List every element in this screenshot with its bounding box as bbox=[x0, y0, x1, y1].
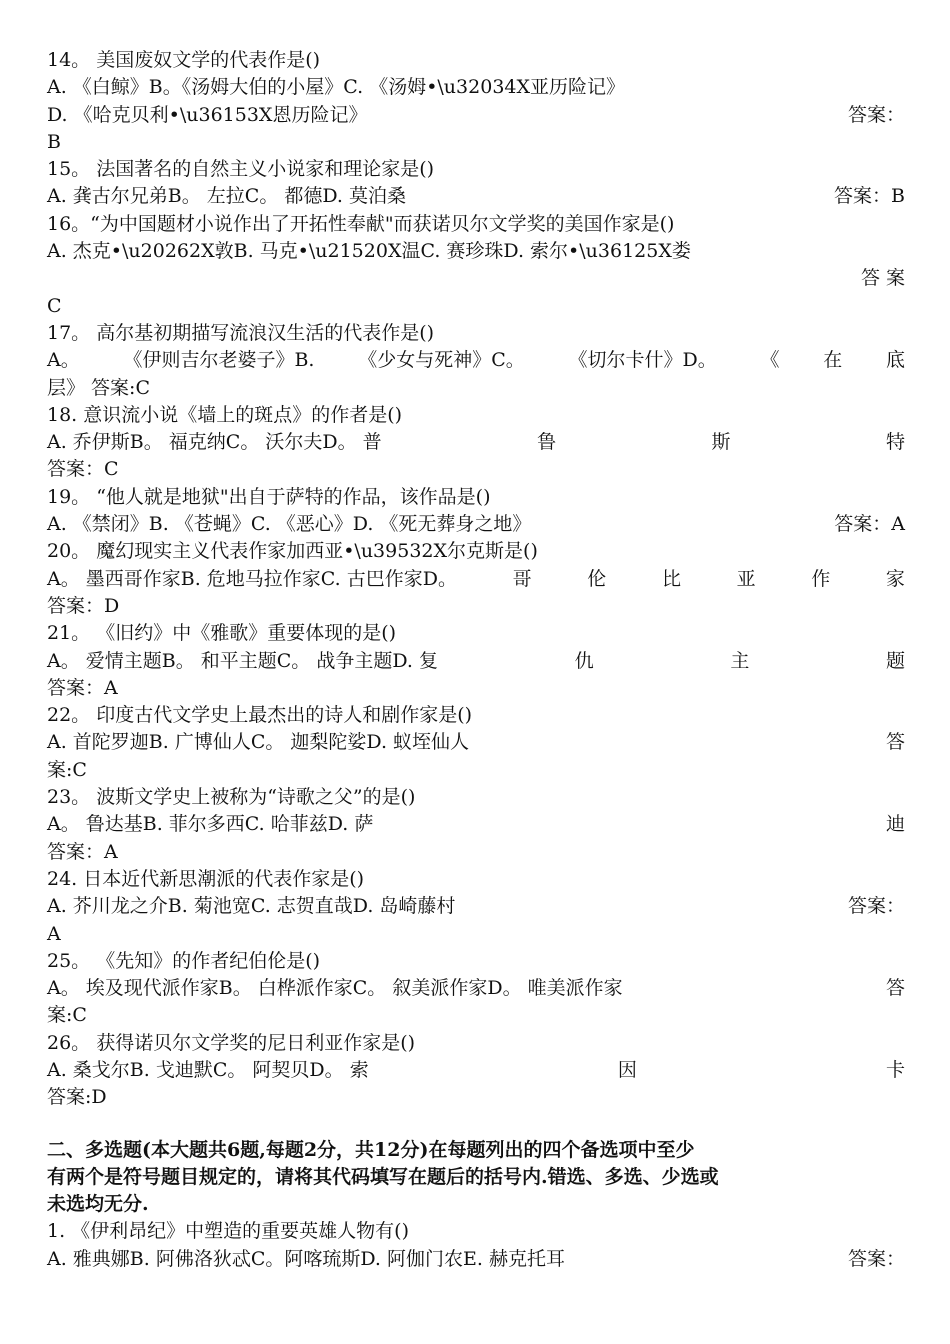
q21-opt-part: 题 bbox=[885, 649, 905, 672]
q14-options: A. 《白鲸》B。《汤姆大伯的小屋》C. 《汤姆•\u32034X亚历险记》 bbox=[47, 76, 626, 99]
section-gap bbox=[47, 1112, 905, 1137]
q25-answer-label: 答 bbox=[885, 977, 905, 1000]
q21-options bbox=[47, 648, 905, 675]
q17-answer: 层》 答案:C bbox=[47, 376, 150, 399]
q24-options: A. 芥川龙之介B. 菊池宽C. 志贺直哉D. 岛崎藤村 bbox=[47, 895, 456, 918]
q16-answer-value: C bbox=[47, 294, 62, 317]
q24-answer-value: A bbox=[47, 922, 61, 945]
q24-options-line bbox=[47, 893, 905, 920]
q25-options: A。 埃及现代派作家B。 白桦派作家C。 叙美派作家D。 唯美派作家 bbox=[47, 977, 623, 1000]
q22-answer-label: 答 bbox=[885, 731, 905, 754]
q17-opt-part: 《 bbox=[760, 349, 780, 372]
q14-answer-value: B bbox=[47, 130, 61, 153]
q15-answer: 答案：B bbox=[834, 185, 905, 208]
q20-options bbox=[47, 566, 905, 593]
q18-answer: 答案：C bbox=[47, 458, 119, 481]
q20-opt-part: 哥 bbox=[512, 567, 532, 590]
mc-q1-answer-label: 答案： bbox=[847, 1247, 905, 1270]
q18-opt-part: 斯 bbox=[711, 431, 731, 454]
q21-opt-part: A。 爱情主题B。 和平主题C。 战争主题D. 复 bbox=[47, 649, 438, 672]
q25-answer: 案:C bbox=[47, 1004, 87, 1027]
q18-opt-part: A. 乔伊斯B。 福克纳C。 沃尔夫D。 普 bbox=[47, 431, 382, 454]
q22-answer: 案:C bbox=[47, 758, 87, 781]
q24-answer-label: 答案： bbox=[847, 895, 905, 918]
q22-options-line bbox=[47, 729, 905, 756]
exam-document bbox=[47, 47, 905, 1273]
q20-opt-part: 作 bbox=[811, 567, 831, 590]
q17-opt-part: 底 bbox=[885, 349, 905, 372]
q19-options: A. 《禁闭》B. 《苍蝇》C. 《恶心》D. 《死无葬身之地》 bbox=[47, 513, 532, 536]
q17-opt-part: 《少女与死神》C。 bbox=[358, 349, 525, 372]
q20-stem: 20。 魔幻现实主义代表作家加西亚•\u39532X尔克斯是() bbox=[47, 540, 538, 563]
q20-opt-part: A。 墨西哥作家B. 危地马拉作家C. 古巴作家D。 bbox=[47, 567, 457, 590]
q17-options bbox=[47, 347, 905, 374]
q20-opt-part: 伦 bbox=[587, 567, 607, 590]
q14-options-2 bbox=[47, 102, 905, 129]
q16-answer-label: 答 案 bbox=[860, 267, 905, 290]
q18-options bbox=[47, 429, 905, 456]
q21-answer: 答案：A bbox=[47, 676, 118, 699]
q17-opt-part: 在 bbox=[823, 349, 843, 372]
q20-opt-part: 比 bbox=[661, 567, 681, 590]
mc-q1-options-line bbox=[47, 1246, 905, 1273]
q23-stem: 23。 波斯文学史上被称为“诗歌之父”的是() bbox=[47, 786, 416, 809]
q17-opt-part: A。 bbox=[47, 349, 80, 372]
q18-opt-part: 特 bbox=[885, 431, 905, 454]
q26-opt-part: 卡 bbox=[885, 1058, 905, 1081]
q25-stem: 25。 《先知》的作者纪伯伦是() bbox=[47, 949, 321, 972]
q19-answer: 答案：A bbox=[834, 513, 905, 536]
q18-opt-part: 鲁 bbox=[537, 431, 557, 454]
mc-q1-options: A. 雅典娜B. 阿佛洛狄忒C。阿喀琉斯D. 阿伽门农E. 赫克托耳 bbox=[47, 1247, 565, 1270]
q20-answer: 答案：D bbox=[47, 594, 120, 617]
q26-opt-part: A. 桑戈尔B. 戈迪默C。 阿契贝D。 索 bbox=[47, 1058, 369, 1081]
q25-options-line bbox=[47, 975, 905, 1002]
q22-options: A. 首陀罗迦B. 广博仙人C。 迦梨陀娑D. 蚁垤仙人 bbox=[47, 731, 470, 754]
q16-options: A. 杰克•\u20262X敦B. 马克•\u21520X温C. 赛珍珠D. 索尔•\u36125X娄 bbox=[47, 240, 691, 263]
q15-options-line bbox=[47, 183, 905, 210]
q14-answer-label: 答案： bbox=[847, 103, 905, 126]
q23-answer: 答案：A bbox=[47, 840, 118, 863]
q15-options: A. 龚古尔兄弟B。 左拉C。 都德D. 莫泊桑 bbox=[47, 185, 407, 208]
q26-stem: 26。 获得诺贝尔文学奖的尼日利亚作家是() bbox=[47, 1031, 416, 1054]
q17-opt-part: 《切尔卡什》D。 bbox=[568, 349, 717, 372]
section2-heading-line2: 有两个是符号题目规定的，请将其代码填写在题后的括号内.错选、多选、少选或 bbox=[47, 1165, 719, 1188]
q26-answer: 答案:D bbox=[47, 1086, 107, 1109]
q22-stem: 22。 印度古代文学史上最杰出的诗人和剧作家是() bbox=[47, 704, 473, 727]
q20-opt-part: 亚 bbox=[736, 567, 756, 590]
q21-opt-part: 主 bbox=[730, 649, 750, 672]
section2-heading-line3: 未选均无分. bbox=[47, 1193, 149, 1216]
q19-options-line bbox=[47, 511, 905, 538]
q16-answer-line bbox=[47, 265, 905, 292]
q26-opt-part: 因 bbox=[617, 1058, 637, 1081]
q16-stem: 16。“为中国题材小说作出了开拓性奉献"而获诺贝尔文学奖的美国作家是() bbox=[47, 212, 675, 235]
q17-opt-part: 《伊则吉尔老婆子》B. bbox=[123, 349, 315, 372]
q18-stem: 18. 意识流小说《墙上的斑点》的作者是() bbox=[47, 403, 403, 426]
q23-opt-part: 迪 bbox=[885, 813, 905, 836]
q20-opt-part: 家 bbox=[885, 567, 905, 590]
q21-opt-part: 仇 bbox=[574, 649, 594, 672]
q15-stem: 15。 法国著名的自然主义小说家和理论家是() bbox=[47, 158, 435, 181]
q14-options-d: D. 《哈克贝利•\u36153X恩历险记》 bbox=[47, 103, 368, 126]
q24-stem: 24. 日本近代新思潮派的代表作家是() bbox=[47, 867, 365, 890]
section2-heading-line1: 二、多选题(本大题共6题,每题2分，共12分)在每题列出的四个备选项中至少 bbox=[47, 1138, 695, 1161]
q19-stem: 19。 “他人就是地狱"出自于萨特的作品，该作品是() bbox=[47, 485, 491, 508]
q23-options bbox=[47, 811, 905, 838]
q26-options bbox=[47, 1057, 905, 1084]
q21-stem: 21。 《旧约》中《雅歌》重要体现的是() bbox=[47, 622, 397, 645]
mc-q1-stem: 1. 《伊利昂纪》中塑造的重要英雄人物有() bbox=[47, 1220, 409, 1243]
q17-stem: 17。 高尔基初期描写流浪汉生活的代表作是() bbox=[47, 321, 435, 344]
q14-stem: 14。 美国废奴文学的代表作是() bbox=[47, 49, 321, 71]
q23-opt-part: A。 鲁达基B. 菲尔多西C. 哈菲兹D. 萨 bbox=[47, 813, 374, 836]
